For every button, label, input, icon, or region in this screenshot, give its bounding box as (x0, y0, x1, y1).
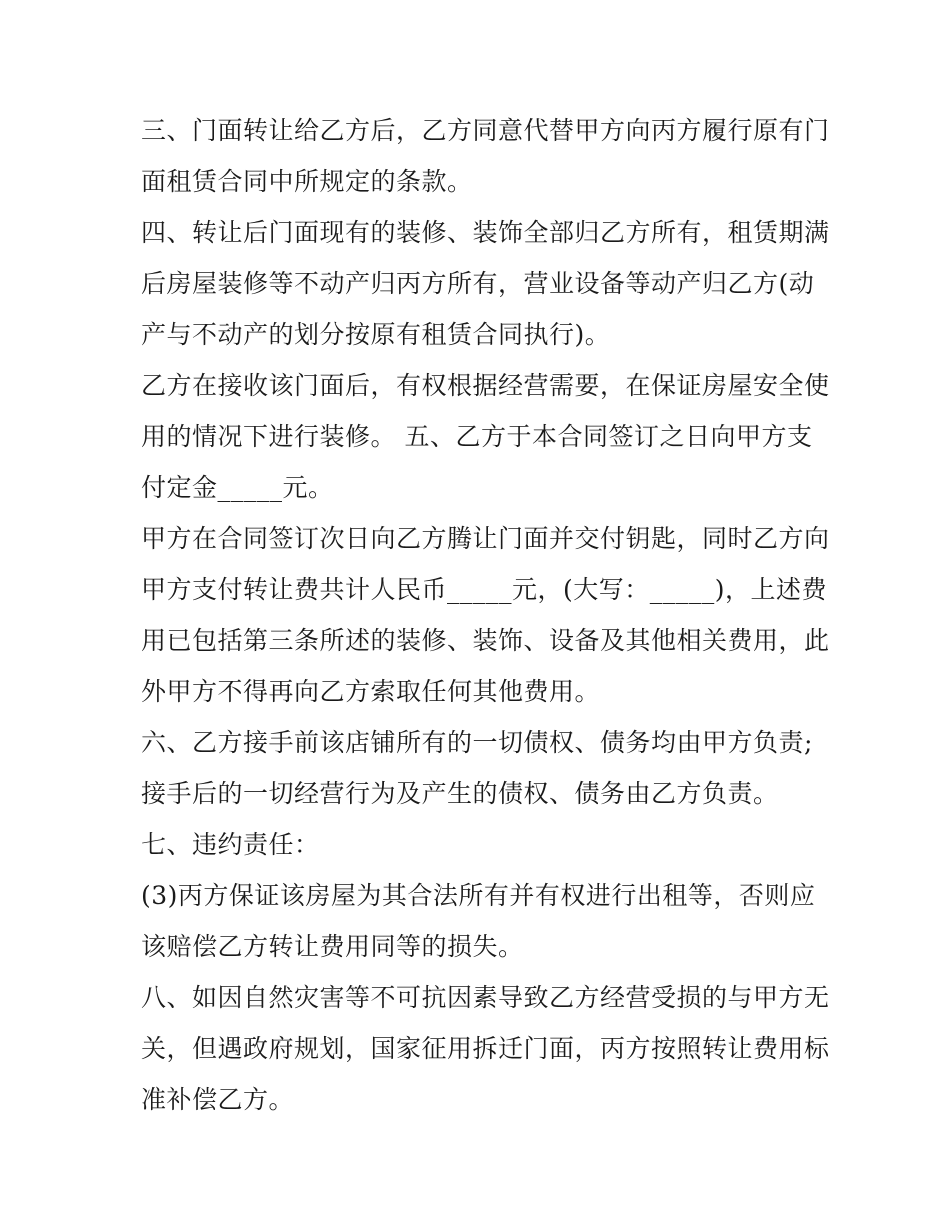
text-line: 用的情况下进行装修。 五、乙方于本合同签订之日向甲方支 (141, 422, 813, 451)
document-body (141, 105, 830, 1125)
text-line: 七、违约责任： (141, 830, 320, 859)
text-line: 接手后的一切经营行为及产生的债权、债务由乙方负责。 (141, 779, 779, 808)
text-line: 付定金_____元。 (141, 473, 334, 502)
text-line: 关，但遇政府规划，国家征用拆迁门面，丙方按照转让费用标 (141, 1034, 830, 1063)
text-line: 甲方支付转让费共计人民币_____元，(大写：_____)，上述费 (141, 575, 828, 604)
text-line: 该赔偿乙方转让费用同等的损失。 (141, 932, 524, 961)
text-line: 乙方在接收该门面后，有权根据经营需要，在保证房屋安全使 (141, 371, 830, 400)
text-line: (3)丙方保证该房屋为其合法所有并有权进行出租等，否则应 (141, 881, 816, 910)
text-line: 六、乙方接手前该店铺所有的一切债权、债务均由甲方负责; (141, 728, 813, 757)
text-line: 后房屋装修等不动产归丙方所有，营业设备等动产归乙方(动 (141, 269, 815, 298)
text-line: 准补偿乙方。 (141, 1085, 295, 1114)
text-line: 面租赁合同中所规定的条款。 (141, 167, 473, 196)
text-line: 产与不动产的划分按原有租赁合同执行)。 (141, 320, 611, 349)
text-line: 外甲方不得再向乙方索取任何其他费用。 (141, 677, 601, 706)
text-line: 八、如因自然灾害等不可抗因素导致乙方经营受损的与甲方无 (141, 983, 830, 1012)
text-line: 用已包括第三条所述的装修、装饰、设备及其他相关费用，此 (141, 626, 830, 655)
text-line: 四、转让后门面现有的装修、装饰全部归乙方所有，租赁期满 (141, 218, 830, 247)
text-line: 甲方在合同签订次日向乙方腾让门面并交付钥匙，同时乙方向 (141, 524, 830, 553)
text-line: 三、门面转让给乙方后，乙方同意代替甲方向丙方履行原有门 (141, 116, 830, 145)
